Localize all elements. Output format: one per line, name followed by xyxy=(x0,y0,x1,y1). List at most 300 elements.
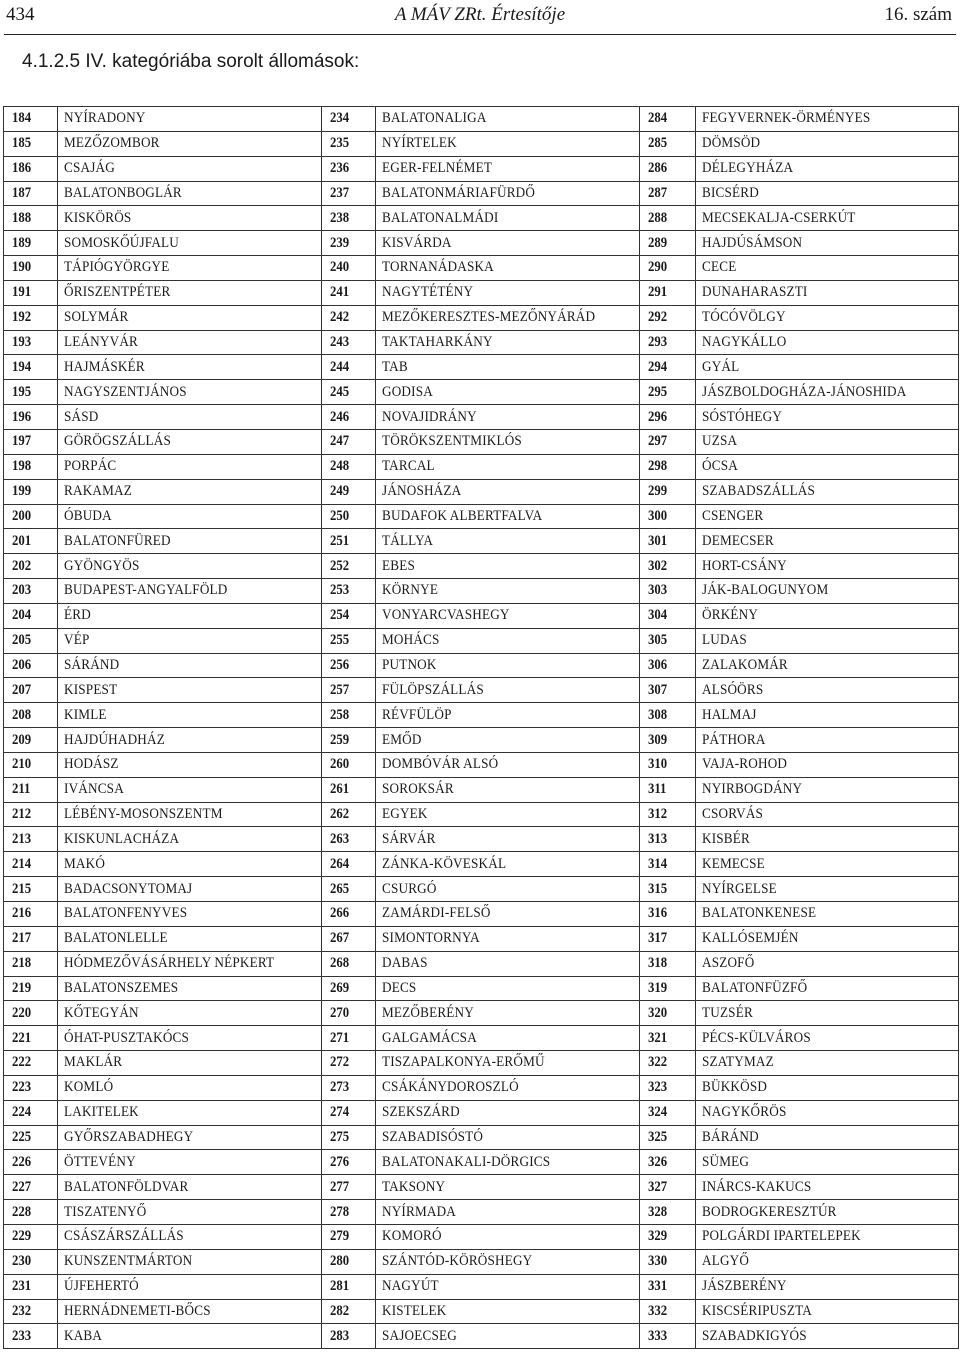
station-name-text: JÁK-BALOGUNYOM xyxy=(702,582,829,599)
station-name xyxy=(696,603,959,628)
station-name xyxy=(376,777,640,802)
station-name xyxy=(58,280,322,305)
station-number xyxy=(640,703,696,728)
station-name-text: TARCAL xyxy=(382,458,435,475)
table-row xyxy=(4,1150,959,1175)
station-name xyxy=(58,902,322,927)
station-name-text: SZABADSZÁLLÁS xyxy=(702,483,816,500)
station-name-text: POLGÁRDI IPARTELEPEK xyxy=(702,1228,861,1245)
station-number xyxy=(322,951,376,976)
station-name-text: CSAJÁG xyxy=(64,160,115,177)
station-number-text: 289 xyxy=(648,234,668,251)
station-number xyxy=(322,181,376,206)
station-name-text: TAB xyxy=(382,358,408,375)
station-name-text: MAKÓ xyxy=(64,855,106,872)
table-row xyxy=(4,1026,959,1051)
station-number xyxy=(4,206,58,231)
station-name xyxy=(696,231,959,256)
table-row xyxy=(4,976,959,1001)
station-name xyxy=(58,951,322,976)
station-number xyxy=(4,951,58,976)
station-name xyxy=(696,330,959,355)
station-number xyxy=(322,902,376,927)
station-number-text: 285 xyxy=(648,135,668,152)
station-name-text: CSÁSZÁRSZÁLLÁS xyxy=(64,1228,184,1245)
station-number-text: 239 xyxy=(330,234,350,251)
station-name-text: DEMECSER xyxy=(702,532,774,549)
station-number xyxy=(640,107,696,132)
table-row xyxy=(4,156,959,181)
station-number-text: 205 xyxy=(12,632,32,649)
table-row xyxy=(4,280,959,305)
station-number xyxy=(322,777,376,802)
station-name-text: ASZOFŐ xyxy=(702,955,755,972)
station-number xyxy=(4,156,58,181)
station-name xyxy=(58,1051,322,1076)
station-number-text: 234 xyxy=(330,110,350,127)
station-number-text: 319 xyxy=(648,979,668,996)
station-name-text: RÉVFÜLÖP xyxy=(382,706,452,723)
station-number-text: 290 xyxy=(648,259,668,276)
station-name xyxy=(696,976,959,1001)
station-number xyxy=(640,454,696,479)
station-name xyxy=(58,777,322,802)
station-name xyxy=(376,429,640,454)
station-name xyxy=(58,380,322,405)
table-row xyxy=(4,802,959,827)
station-name-text: NAGYTÉTÉNY xyxy=(382,284,474,301)
station-name-text: PUTNOK xyxy=(382,656,437,673)
station-number xyxy=(640,1075,696,1100)
station-number xyxy=(4,579,58,604)
station-name-text: HAJDÚSÁMSON xyxy=(702,234,803,251)
station-number xyxy=(640,926,696,951)
station-name xyxy=(696,1175,959,1200)
station-name-text: ÓHAT-PUSZTAKÓCS xyxy=(64,1029,190,1046)
station-number-text: 209 xyxy=(12,731,32,748)
station-number-text: 314 xyxy=(648,855,668,872)
station-number-text: 244 xyxy=(330,358,350,375)
station-name-text: KISCSÉRIPUSZTA xyxy=(702,1302,812,1319)
station-name xyxy=(696,1051,959,1076)
station-name xyxy=(58,529,322,554)
station-number xyxy=(640,131,696,156)
station-number xyxy=(4,628,58,653)
station-name-text: KIMLE xyxy=(64,706,107,723)
station-name-text: JÁSZBOLDOGHÁZA-JÁNOSHIDA xyxy=(702,383,907,400)
station-number-text: 317 xyxy=(648,930,668,947)
station-name xyxy=(696,951,959,976)
station-name xyxy=(58,405,322,430)
station-number xyxy=(322,504,376,529)
station-number xyxy=(4,603,58,628)
station-number-text: 185 xyxy=(12,135,32,152)
station-number-text: 307 xyxy=(648,681,668,698)
station-name-text: CSORVÁS xyxy=(702,806,764,823)
station-name xyxy=(696,380,959,405)
station-name xyxy=(376,728,640,753)
issue-number: 16. szám xyxy=(884,4,952,25)
station-number xyxy=(640,976,696,1001)
station-number xyxy=(322,156,376,181)
station-number-text: 184 xyxy=(12,110,32,127)
station-number xyxy=(640,355,696,380)
station-number xyxy=(322,429,376,454)
station-number xyxy=(640,1249,696,1274)
station-number xyxy=(4,181,58,206)
station-name-text: SOMOSKŐÚJFALU xyxy=(64,234,180,251)
station-name xyxy=(696,653,959,678)
station-name-text: BICSÉRD xyxy=(702,184,759,201)
station-name-text: TISZATENYŐ xyxy=(64,1203,147,1220)
station-number xyxy=(4,504,58,529)
station-number xyxy=(322,1001,376,1026)
station-name-text: CSÁKÁNYDOROSZLÓ xyxy=(382,1079,519,1096)
station-name-text: FEGYVERNEK-ÖRMÉNYES xyxy=(702,110,871,127)
station-number xyxy=(4,231,58,256)
station-number xyxy=(4,355,58,380)
station-number xyxy=(322,1224,376,1249)
station-name xyxy=(58,926,322,951)
station-number xyxy=(322,1100,376,1125)
station-name xyxy=(58,628,322,653)
station-number xyxy=(4,1100,58,1125)
station-number xyxy=(4,1249,58,1274)
station-number-text: 246 xyxy=(330,408,350,425)
station-number xyxy=(640,1051,696,1076)
station-name xyxy=(376,902,640,927)
station-number-text: 260 xyxy=(330,756,350,773)
station-number-text: 331 xyxy=(648,1278,668,1295)
station-number xyxy=(4,1324,58,1349)
station-number xyxy=(4,280,58,305)
station-number-text: 321 xyxy=(648,1029,668,1046)
station-name xyxy=(696,156,959,181)
station-name-text: DOMBÓVÁR ALSÓ xyxy=(382,756,499,773)
station-name xyxy=(376,827,640,852)
station-name-text: VONYARCVASHEGY xyxy=(382,607,510,624)
station-name-text: NAGYÚT xyxy=(382,1278,439,1295)
station-name xyxy=(696,454,959,479)
station-name xyxy=(376,877,640,902)
station-name-text: DÉLEGYHÁZA xyxy=(702,160,794,177)
station-name-text: TUZSÉR xyxy=(702,1004,753,1021)
station-name xyxy=(696,280,959,305)
page-number: 434 xyxy=(6,4,35,25)
station-name-text: DUNAHARASZTI xyxy=(702,284,808,301)
station-name xyxy=(696,1026,959,1051)
station-name-text: SIMONTORNYA xyxy=(382,930,480,947)
station-name-text: UZSA xyxy=(702,433,738,450)
station-name xyxy=(376,454,640,479)
publication-title: A MÁV ZRt. Értesítője xyxy=(394,4,566,25)
station-number-text: 202 xyxy=(12,557,32,574)
station-number xyxy=(322,1249,376,1274)
station-number xyxy=(322,653,376,678)
station-name-text: BALATONALIGA xyxy=(382,110,487,127)
station-number-text: 213 xyxy=(12,830,32,847)
table-row xyxy=(4,852,959,877)
station-number xyxy=(640,554,696,579)
station-name-text: ÖRKÉNY xyxy=(702,607,759,624)
station-number xyxy=(640,181,696,206)
station-name xyxy=(58,107,322,132)
station-number xyxy=(322,355,376,380)
station-name-text: BALATONAKALI-DÖRGICS xyxy=(382,1153,551,1170)
station-name xyxy=(376,1150,640,1175)
station-name xyxy=(58,156,322,181)
station-name-text: GODISA xyxy=(382,383,433,400)
station-name-text: HALMAJ xyxy=(702,706,757,723)
station-name xyxy=(58,1299,322,1324)
table-row xyxy=(4,1224,959,1249)
station-name-text: GYŐRSZABADHEGY xyxy=(64,1129,194,1146)
station-name xyxy=(376,131,640,156)
station-number xyxy=(640,802,696,827)
station-name xyxy=(376,1324,640,1349)
station-name xyxy=(696,479,959,504)
station-number xyxy=(4,1224,58,1249)
station-number-text: 288 xyxy=(648,209,668,226)
station-name-text: NYÍRADONY xyxy=(64,110,146,127)
table-row xyxy=(4,1299,959,1324)
station-number xyxy=(4,529,58,554)
station-number-text: 333 xyxy=(648,1327,668,1344)
table-row xyxy=(4,926,959,951)
station-name xyxy=(696,305,959,330)
station-name-text: BALATONSZEMES xyxy=(64,979,179,996)
station-number-text: 274 xyxy=(330,1104,350,1121)
station-name xyxy=(58,1001,322,1026)
station-number xyxy=(4,976,58,1001)
station-name-text: BALATONALMÁDI xyxy=(382,209,499,226)
station-name xyxy=(376,752,640,777)
station-number xyxy=(322,1200,376,1225)
table-row xyxy=(4,454,959,479)
station-number-text: 310 xyxy=(648,756,668,773)
station-number-text: 318 xyxy=(648,955,668,972)
station-number-text: 203 xyxy=(12,582,32,599)
station-name-text: LAKITELEK xyxy=(64,1104,139,1121)
station-number xyxy=(4,131,58,156)
station-number xyxy=(640,1100,696,1125)
station-name-text: KISVÁRDA xyxy=(382,234,452,251)
station-number xyxy=(4,1125,58,1150)
station-number xyxy=(322,1075,376,1100)
station-name-text: GÖRÖGSZÁLLÁS xyxy=(64,433,171,450)
station-name-text: ŐRISZENTPÉTER xyxy=(64,284,171,301)
station-number-text: 192 xyxy=(12,309,32,326)
station-name-text: LEÁNYVÁR xyxy=(64,334,139,351)
station-number-text: 295 xyxy=(648,383,668,400)
station-name xyxy=(696,902,959,927)
station-name xyxy=(376,1200,640,1225)
station-number-text: 228 xyxy=(12,1203,32,1220)
station-number xyxy=(322,703,376,728)
station-name xyxy=(376,504,640,529)
station-number-text: 201 xyxy=(12,532,32,549)
station-name-text: GALGAMÁCSA xyxy=(382,1029,477,1046)
table-row xyxy=(4,628,959,653)
table-row xyxy=(4,1274,959,1299)
station-name xyxy=(376,976,640,1001)
station-number-text: 275 xyxy=(330,1129,350,1146)
station-number-text: 237 xyxy=(330,184,350,201)
station-name xyxy=(376,107,640,132)
table-row xyxy=(4,703,959,728)
station-name xyxy=(58,877,322,902)
station-name xyxy=(58,256,322,281)
table-row xyxy=(4,1001,959,1026)
station-name xyxy=(696,554,959,579)
table-row xyxy=(4,504,959,529)
station-name xyxy=(696,777,959,802)
table-row xyxy=(4,951,959,976)
station-number-text: 280 xyxy=(330,1253,350,1270)
station-name-text: SZEKSZÁRD xyxy=(382,1104,460,1121)
station-number-text: 303 xyxy=(648,582,668,599)
table-row xyxy=(4,256,959,281)
station-number xyxy=(4,926,58,951)
station-name-text: KOMORÓ xyxy=(382,1228,442,1245)
station-number xyxy=(640,504,696,529)
table-row xyxy=(4,1051,959,1076)
station-name xyxy=(376,256,640,281)
table-row xyxy=(4,678,959,703)
station-name-text: SÁSD xyxy=(64,408,99,425)
station-number-text: 259 xyxy=(330,731,350,748)
station-name xyxy=(376,678,640,703)
station-number xyxy=(640,603,696,628)
station-name-text: NOVAJIDRÁNY xyxy=(382,408,477,425)
station-number xyxy=(322,827,376,852)
station-name xyxy=(376,305,640,330)
station-number xyxy=(4,305,58,330)
station-name xyxy=(376,703,640,728)
station-name xyxy=(696,1125,959,1150)
station-number-text: 279 xyxy=(330,1228,350,1245)
station-number xyxy=(4,703,58,728)
station-name-text: TÁLLYA xyxy=(382,532,434,549)
station-number xyxy=(640,1026,696,1051)
table-row xyxy=(4,330,959,355)
station-number xyxy=(322,131,376,156)
station-number-text: 208 xyxy=(12,706,32,723)
station-name xyxy=(376,380,640,405)
station-name xyxy=(58,1175,322,1200)
station-number-text: 188 xyxy=(12,209,32,226)
station-name-text: EGER-FELNÉMET xyxy=(382,160,493,177)
station-number-text: 187 xyxy=(12,184,32,201)
station-number-text: 190 xyxy=(12,259,32,276)
station-number-text: 291 xyxy=(648,284,668,301)
station-number-text: 272 xyxy=(330,1054,350,1071)
station-number-text: 229 xyxy=(12,1228,32,1245)
station-number-text: 255 xyxy=(330,632,350,649)
station-name xyxy=(58,131,322,156)
station-name-text: SZABADKIGYÓS xyxy=(702,1327,807,1344)
station-number-text: 199 xyxy=(12,483,32,500)
station-number-text: 283 xyxy=(330,1327,350,1344)
station-number xyxy=(4,1274,58,1299)
station-number-text: 301 xyxy=(648,532,668,549)
station-number xyxy=(4,1075,58,1100)
station-name-text: SOROKSÁR xyxy=(382,781,454,798)
station-number xyxy=(640,156,696,181)
station-number xyxy=(322,231,376,256)
station-name-text: ZAMÁRDI-FELSŐ xyxy=(382,905,491,922)
station-number-text: 240 xyxy=(330,259,350,276)
station-name xyxy=(58,1324,322,1349)
station-number xyxy=(4,1299,58,1324)
station-name-text: CSURGÓ xyxy=(382,880,437,897)
station-name-text: TAKTAHARKÁNY xyxy=(382,334,493,351)
station-number xyxy=(640,206,696,231)
station-name-text: MEZŐKERESZTES-MEZŐNYÁRÁD xyxy=(382,309,596,326)
station-number-text: 306 xyxy=(648,656,668,673)
station-name-text: BÁRÁND xyxy=(702,1129,759,1146)
table-row xyxy=(4,529,959,554)
station-number xyxy=(322,976,376,1001)
station-name-text: CSENGER xyxy=(702,507,764,524)
station-name-text: BALATONBOGLÁR xyxy=(64,184,182,201)
station-name xyxy=(376,355,640,380)
station-number-text: 311 xyxy=(648,781,667,798)
station-number-text: 206 xyxy=(12,656,32,673)
station-name xyxy=(58,330,322,355)
station-name xyxy=(696,529,959,554)
station-name xyxy=(58,603,322,628)
station-number-text: 233 xyxy=(12,1327,32,1344)
station-number xyxy=(322,852,376,877)
station-name xyxy=(58,1150,322,1175)
table-row xyxy=(4,752,959,777)
station-number-text: 217 xyxy=(12,930,32,947)
station-name-text: SZABADISÓSTÓ xyxy=(382,1129,484,1146)
station-number xyxy=(4,256,58,281)
station-name xyxy=(58,181,322,206)
table-row xyxy=(4,1324,959,1349)
table-row xyxy=(4,554,959,579)
station-name xyxy=(58,554,322,579)
station-name xyxy=(376,1175,640,1200)
station-name xyxy=(696,1274,959,1299)
station-number-text: 270 xyxy=(330,1004,350,1021)
station-name-text: BODROGKERESZTÚR xyxy=(702,1203,837,1220)
station-name-text: NAGYKŐRÖS xyxy=(702,1104,787,1121)
station-number-text: 248 xyxy=(330,458,350,475)
station-number-text: 305 xyxy=(648,632,668,649)
station-name xyxy=(376,1299,640,1324)
station-number-text: 195 xyxy=(12,383,32,400)
station-name xyxy=(696,1324,959,1349)
station-number xyxy=(4,1001,58,1026)
station-name-text: KISPEST xyxy=(64,681,118,698)
station-number xyxy=(4,1150,58,1175)
station-number xyxy=(4,380,58,405)
station-name-text: TÁPIÓGYÖRGYE xyxy=(64,259,170,276)
station-name-text: KÖRNYE xyxy=(382,582,439,599)
station-name-text: TÓCÓVÖLGY xyxy=(702,309,786,326)
station-number-text: 277 xyxy=(330,1178,350,1195)
station-name-text: PORPÁC xyxy=(64,458,117,475)
station-name-text: ALSÓÖRS xyxy=(702,681,764,698)
station-number xyxy=(640,728,696,753)
station-name-text: ÓCSA xyxy=(702,458,738,475)
station-number xyxy=(640,628,696,653)
station-name-text: ÚJFEHERTÓ xyxy=(64,1278,139,1295)
station-name xyxy=(696,752,959,777)
